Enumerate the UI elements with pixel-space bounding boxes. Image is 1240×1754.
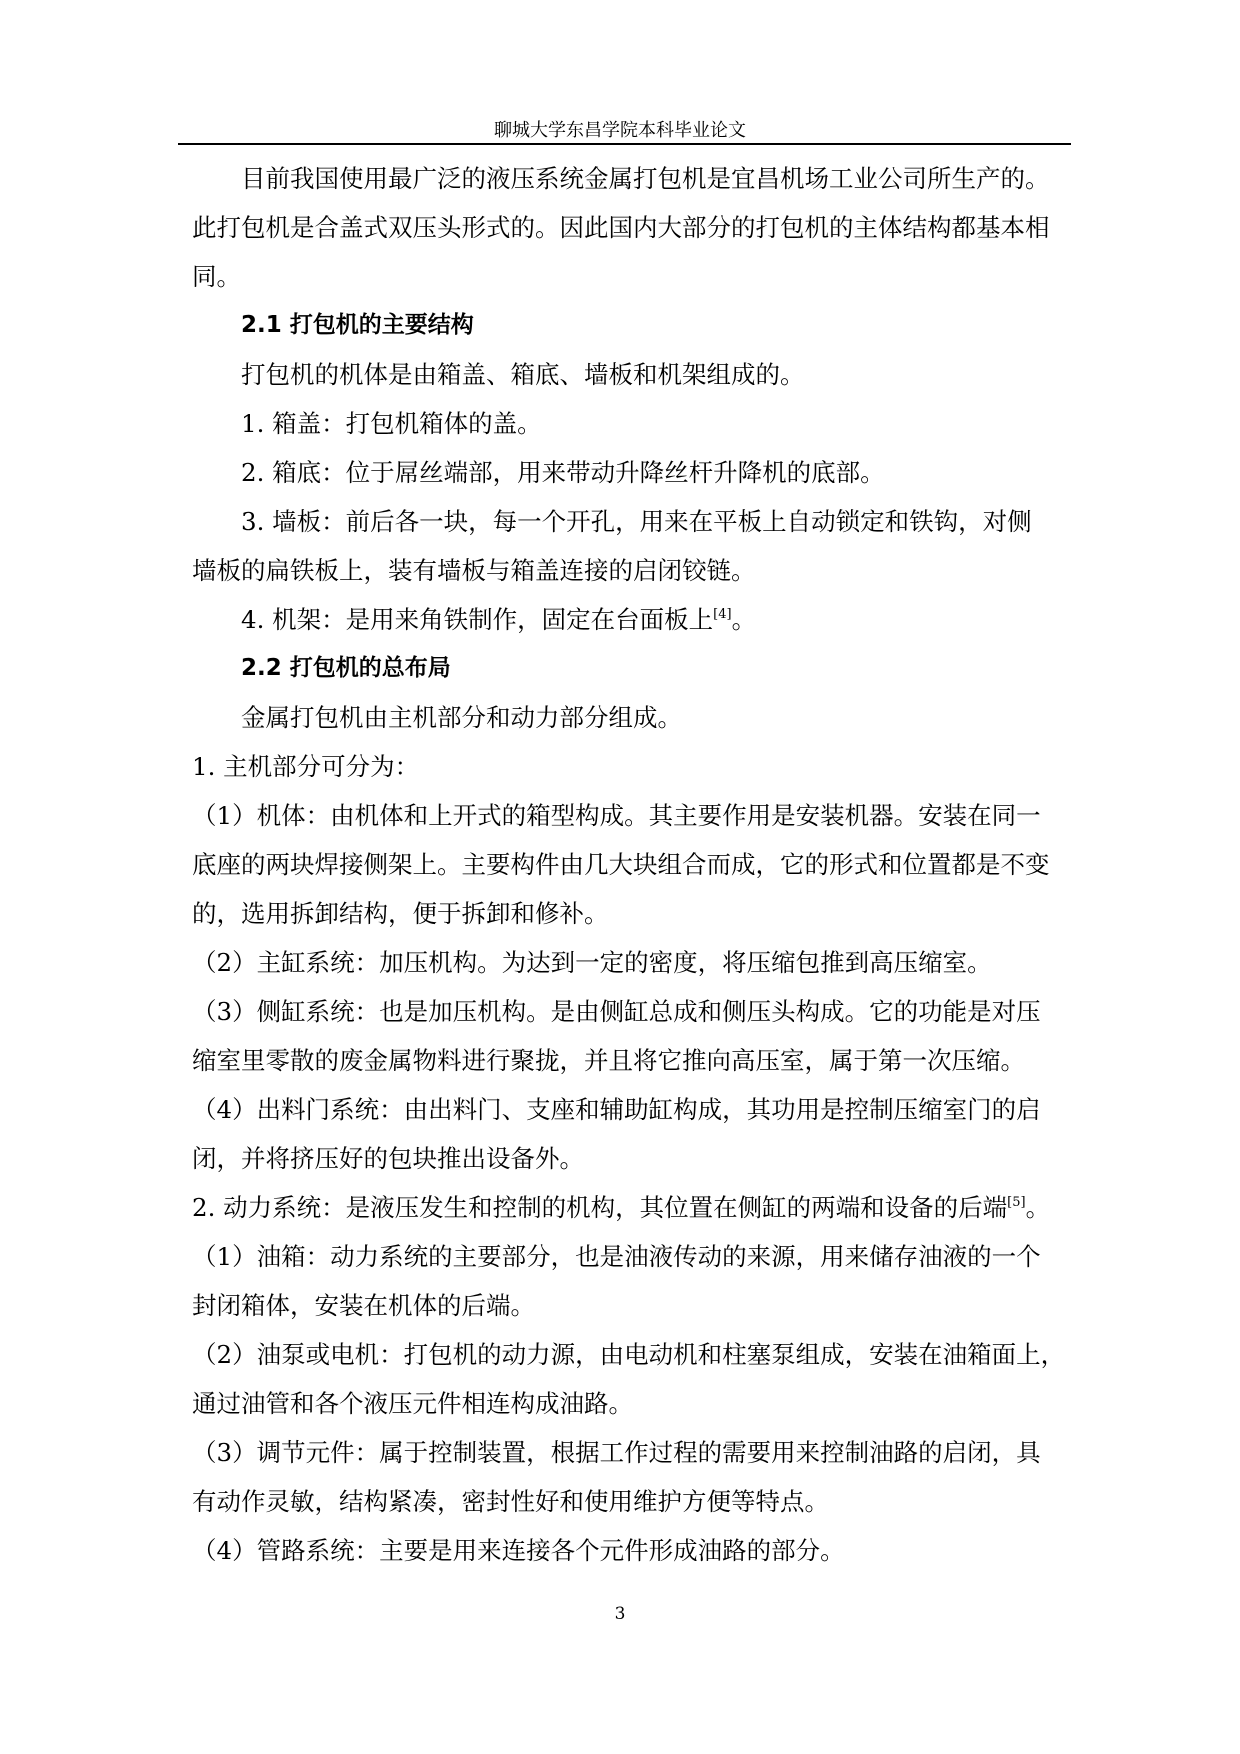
list-item: 2. 箱底：位于屌丝端部，用来带动升降丝杆升降机的底部。 <box>241 458 885 487</box>
paragraph-line: 此打包机是合盖式双压头形式的。因此国内大部分的打包机的主体结构都基本相 <box>192 213 1050 242</box>
list-item: 1. 主机部分可分为： <box>192 752 420 781</box>
paragraph-line: 缩室里零散的废金属物料进行聚拢，并且将它推向高压室，属于第一次压缩。 <box>192 1046 1025 1075</box>
line-end: 。 <box>1025 1193 1051 1222</box>
line-text: 4. 机架：是用来角铁制作，固定在台面板上 <box>241 605 714 634</box>
paragraph-line: 的，选用拆卸结构，便于拆卸和修补。 <box>192 899 609 928</box>
list-item: （1）机体：由机体和上开式的箱型构成。其主要作用是安装机器。安装在同一 <box>192 801 1041 830</box>
list-item <box>192 1183 1072 1232</box>
paragraph-line: 封闭箱体，安装在机体的后端。 <box>192 1291 535 1320</box>
line-end: 。 <box>731 605 757 634</box>
paragraph-line: 打包机的机体是由箱盖、箱底、墙板和机架组成的。 <box>241 360 805 389</box>
paragraph-line: 底座的两块焊接侧架上。主要构件由几大块组合而成，它的形式和位置都是不变 <box>192 850 1050 879</box>
list-item: （1）油箱：动力系统的主要部分，也是油液传动的来源，用来储存油液的一个 <box>192 1242 1041 1271</box>
list-item: 3. 墙板：前后各一块，每一个开孔，用来在平板上自动锁定和铁钩，对侧 <box>241 507 1032 536</box>
list-item: （4）出料门系统：由出料门、支座和辅助缸构成，其功用是控制压缩室门的启 <box>192 1095 1041 1124</box>
citation-ref: [5] <box>1007 1195 1026 1210</box>
body-text <box>192 154 1072 1575</box>
line-text: 2. 动力系统：是液压发生和控制的机构，其位置在侧缸的两端和设备的后端 <box>192 1193 1008 1222</box>
paragraph-line: 墙板的扁铁板上，装有墙板与箱盖连接的启闭铰链。 <box>192 556 756 585</box>
section-heading-2-2: 2.2 打包机的总布局 <box>241 655 451 681</box>
paragraph-line: 同。 <box>192 262 241 291</box>
list-item: 1. 箱盖：打包机箱体的盖。 <box>241 409 542 438</box>
list-item: （4）管路系统：主要是用来连接各个元件形成油路的部分。 <box>192 1536 845 1565</box>
list-item: （2）油泵或电机：打包机的动力源，由电动机和柱塞泵组成，安装在油箱面上， <box>192 1340 1066 1369</box>
page-number: 3 <box>614 1604 626 1624</box>
paragraph-line: 通过油管和各个液压元件相连构成油路。 <box>192 1389 633 1418</box>
section-heading-2-1: 2.1 打包机的主要结构 <box>241 312 474 338</box>
list-item: （3）侧缸系统：也是加压机构。是由侧缸总成和侧压头构成。它的功能是对压 <box>192 997 1041 1026</box>
page-header: 聊城大学东昌学院本科毕业论文 <box>494 120 746 141</box>
list-item: （3）调节元件：属于控制装置，根据工作过程的需要用来控制油路的启闭，具 <box>192 1438 1041 1467</box>
list-item <box>192 595 1072 644</box>
paragraph-line: 闭，并将挤压好的包块推出设备外。 <box>192 1144 584 1173</box>
paragraph-line: 有动作灵敏，结构紧凑，密封性好和使用维护方便等特点。 <box>192 1487 829 1516</box>
paragraph-line: 金属打包机由主机部分和动力部分组成。 <box>241 703 682 732</box>
list-item: （2）主缸系统：加压机构。为达到一定的密度，将压缩包推到高压缩室。 <box>192 948 992 977</box>
citation-ref: [4] <box>713 607 732 622</box>
header-rule <box>178 143 1071 145</box>
paragraph-line: 目前我国使用最广泛的液压系统金属打包机是宜昌机场工业公司所生产的。 <box>241 164 1050 193</box>
